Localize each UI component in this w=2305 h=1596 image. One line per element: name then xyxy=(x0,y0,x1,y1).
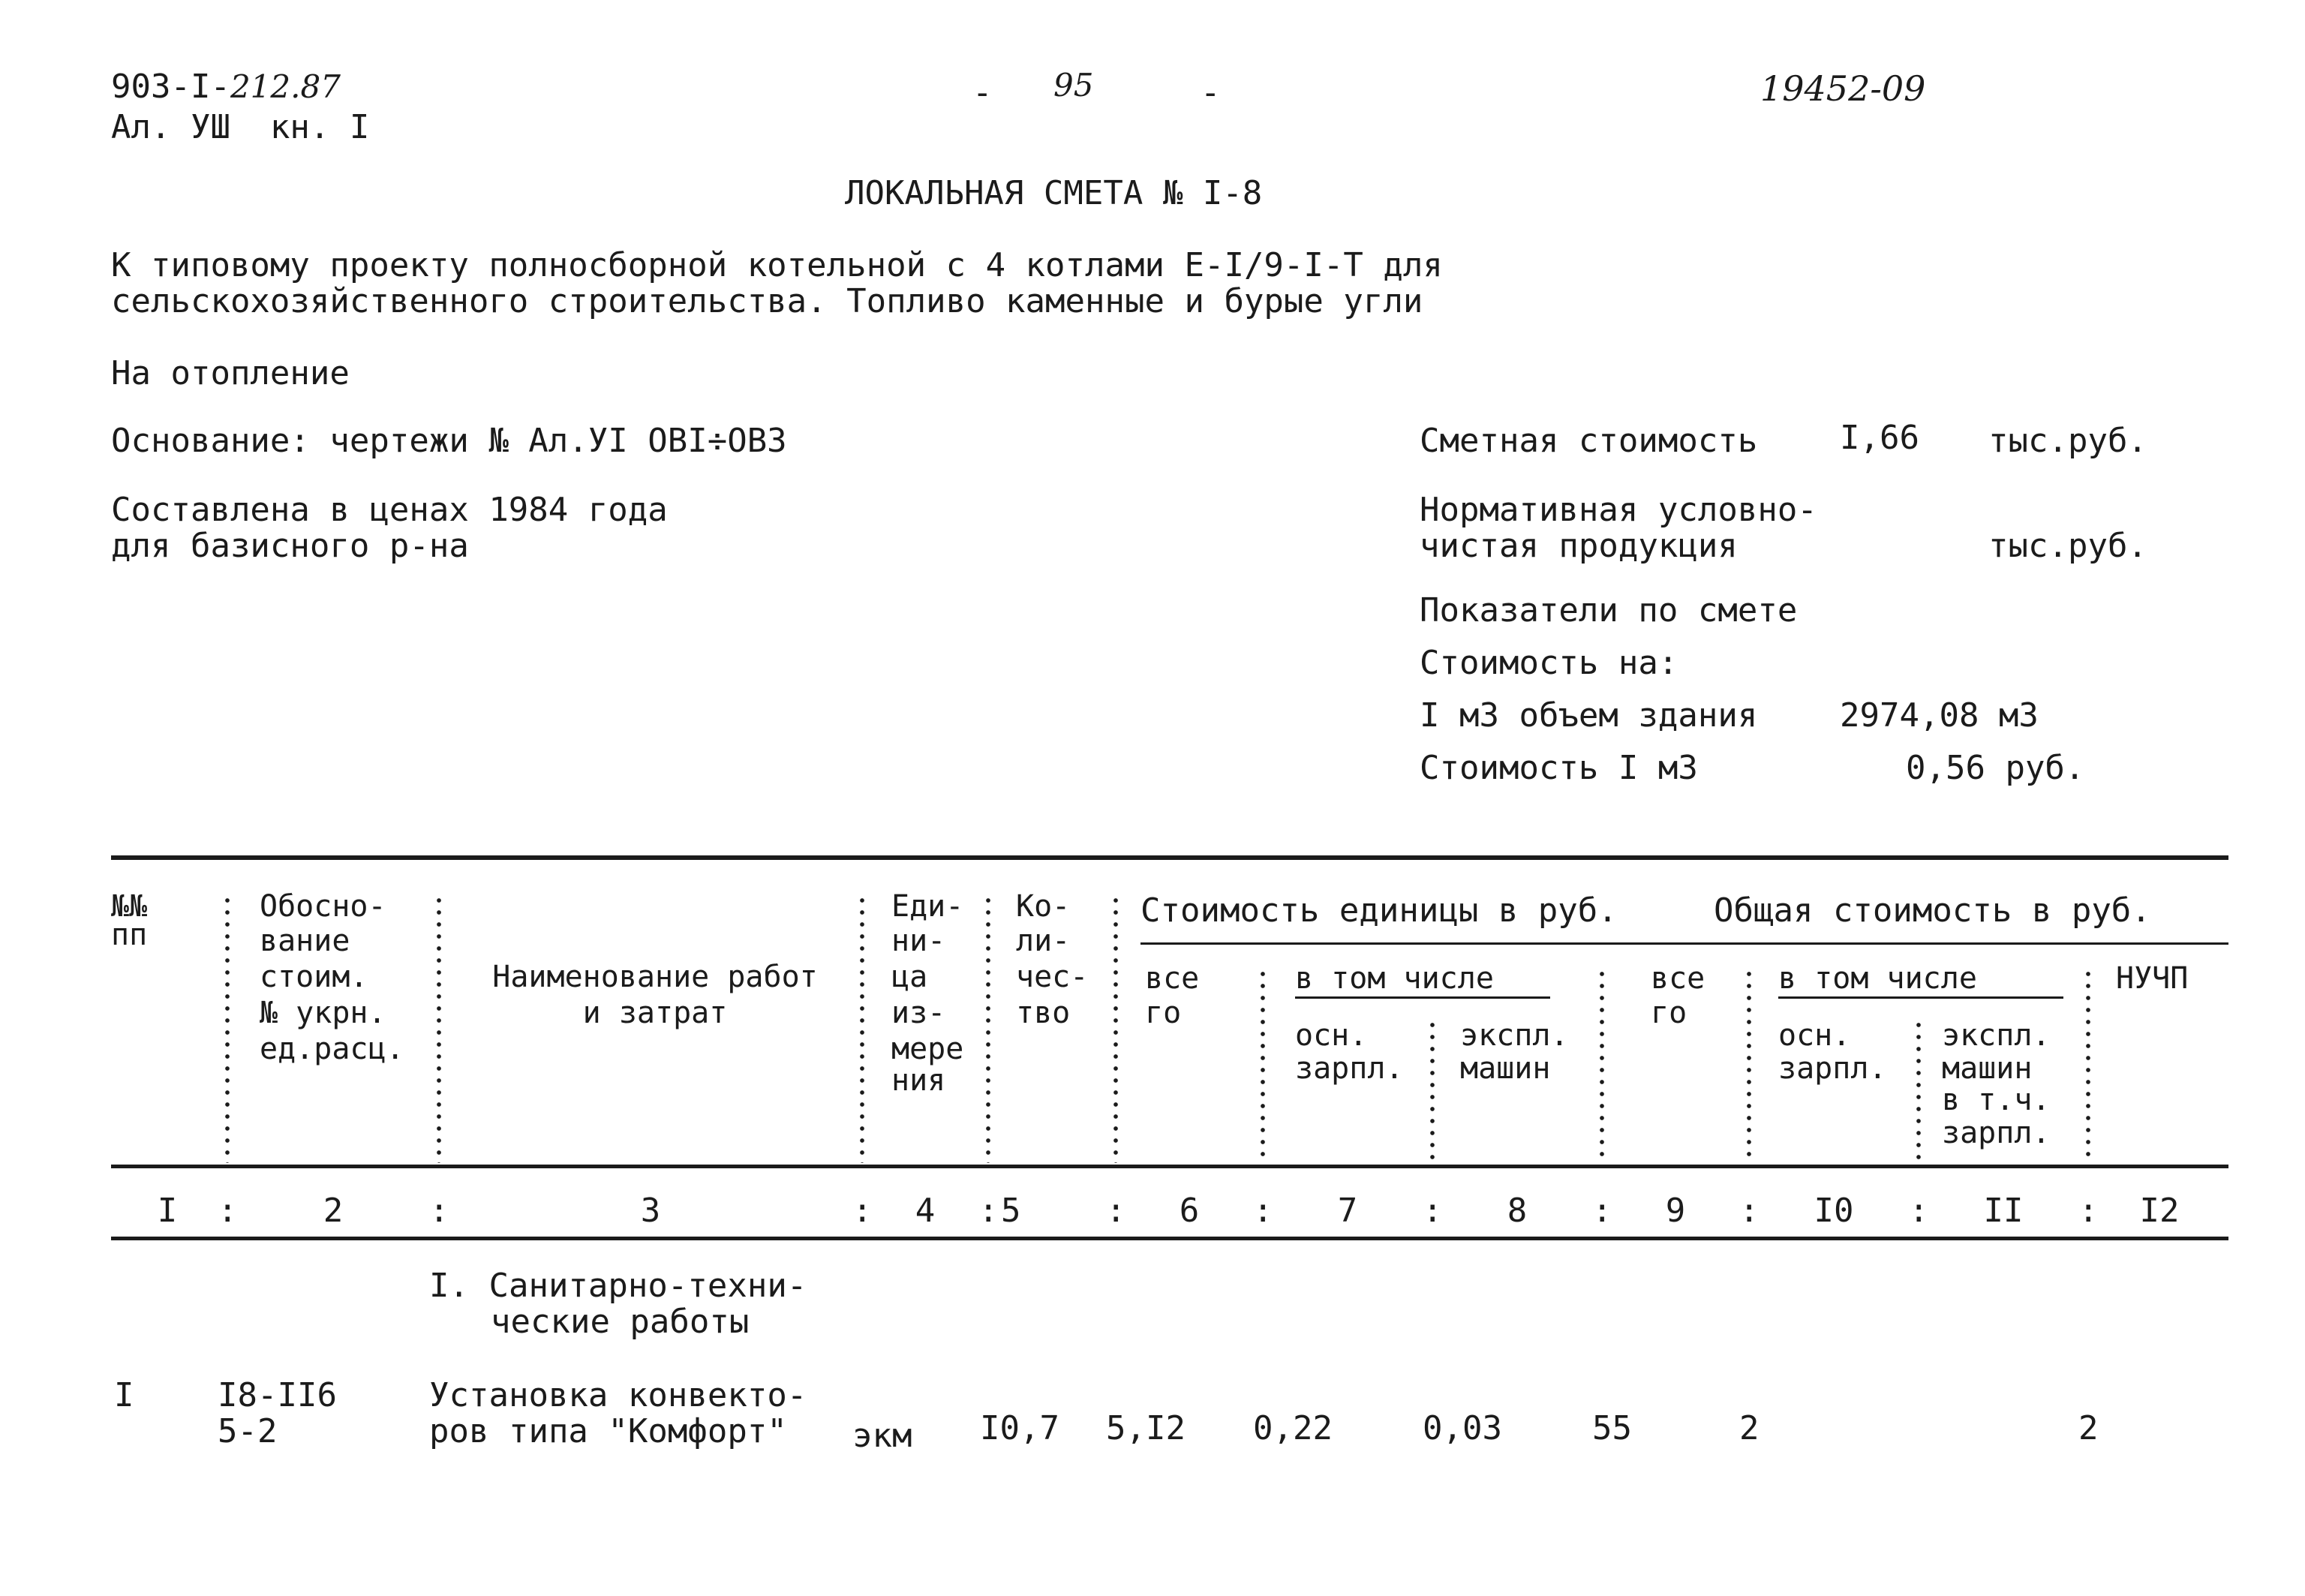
row-total-wages: 2 xyxy=(1739,1409,1760,1447)
unit-cost-group-header: Стоимость единицы в руб. xyxy=(1140,891,1618,930)
row-unit-wages: 0,22 xyxy=(1253,1409,1333,1447)
header-c11-line-4: зарпл. xyxy=(1942,1116,2051,1150)
column-separator xyxy=(1747,968,1751,1163)
header-c11-line-2: машин xyxy=(1942,1051,2033,1086)
column-separator xyxy=(860,894,864,1163)
doc-code-prefix: 903-I- xyxy=(111,68,230,106)
column-number: II xyxy=(1983,1192,2024,1230)
row-name-line-1: Установка конвекто- xyxy=(429,1376,807,1414)
header-c9-line-2: го xyxy=(1651,996,1687,1030)
header-c11-line-1: экспл. xyxy=(1942,1018,2051,1053)
project-description-line-1: К типовому проекту полносборной котельной с 4 котлами Е-I/9-I-Т для xyxy=(111,246,1443,284)
column-number-separator: : xyxy=(1739,1192,1760,1230)
row-name-line-2: ров типа "Комфорт" xyxy=(429,1412,787,1450)
header-c6-line-2: го xyxy=(1145,996,1182,1030)
header-c3-line-1: Наименование работ xyxy=(492,960,818,994)
estimated-cost-value: I,66 xyxy=(1840,419,1919,457)
inventory-number: 19452-09 xyxy=(1760,68,1926,109)
row-number: I xyxy=(114,1376,134,1414)
row-unit-total: 5,I2 xyxy=(1106,1409,1186,1447)
estimated-cost-label: Сметная стоимость xyxy=(1420,422,1758,460)
column-number: 8 xyxy=(1507,1192,1528,1230)
column-number-separator: : xyxy=(978,1192,999,1230)
header-c7-line-2: зарпл. xyxy=(1295,1051,1404,1086)
header-c10-line-2: зарпл. xyxy=(1778,1051,1887,1086)
normative-unit: тыс.руб. xyxy=(1988,527,2147,565)
column-number: I2 xyxy=(2139,1192,2180,1230)
page-dash-right: - xyxy=(1201,74,1221,112)
header-c5-line-2: ли- xyxy=(1016,924,1071,958)
header-c5-line-3: чес- xyxy=(1016,960,1089,994)
column-separator xyxy=(225,894,230,1163)
row-total: 55 xyxy=(1592,1409,1632,1447)
column-number: I0 xyxy=(1814,1192,1854,1230)
subgroup-header-2: в том числе xyxy=(1778,961,1977,996)
prices-line-2: для базисного р-на xyxy=(111,527,469,565)
row-unit: экм xyxy=(852,1417,912,1455)
header-c2-line-5: ед.расц. xyxy=(260,1032,404,1066)
cost-per-m3-value: 0,56 руб. xyxy=(1906,749,2085,787)
header-c1-line-2: пп xyxy=(111,918,148,952)
page-title: ЛОКАЛЬНАЯ СМЕТА № I-8 xyxy=(845,174,1263,212)
header-c2-line-3: стоим. xyxy=(260,960,368,994)
header-c6-line-1: все xyxy=(1145,961,1200,996)
header-c4-line-2: ни- xyxy=(891,924,946,958)
header-c2-line-4: № укрн. xyxy=(260,996,386,1030)
header-c4-line-3: ца xyxy=(891,960,928,994)
total-cost-group-header: Общая стоимость в руб. xyxy=(1714,891,2151,930)
row-basis-line-2: 5-2 xyxy=(218,1412,278,1450)
normative-label-line-2: чистая продукция xyxy=(1420,527,1738,565)
cost-on-label: Стоимость на: xyxy=(1420,644,1678,682)
page-number: 95 xyxy=(1053,67,1094,104)
header-bottom-rule xyxy=(111,1165,2228,1168)
column-number-separator: : xyxy=(218,1192,238,1230)
doc-code xyxy=(111,69,341,105)
header-c8-line-1: экспл. xyxy=(1460,1018,1569,1053)
column-number: 6 xyxy=(1179,1192,1200,1230)
subgroup-header-1: в том числе xyxy=(1295,961,1494,996)
column-number-separator: : xyxy=(1106,1192,1126,1230)
project-description-line-2: сельскохозяйственного строительства. Топливо каменные и бурые угли xyxy=(111,282,1423,320)
column-number-separator: : xyxy=(2078,1192,2099,1230)
column-number: 9 xyxy=(1665,1192,1686,1230)
basis-line: Основание: чертежи № Ал.УI ОВI÷ОВ3 xyxy=(111,422,787,460)
column-separator xyxy=(2086,968,2090,1163)
header-c11-line-3: в т.ч. xyxy=(1942,1083,2051,1117)
section-heading: На отопление xyxy=(111,354,350,392)
column-separator xyxy=(437,894,441,1163)
normative-label-line-1: Нормативная условно- xyxy=(1420,491,1817,529)
column-number: 4 xyxy=(915,1192,936,1230)
column-number-separator: : xyxy=(1253,1192,1273,1230)
cost-per-m3-label: Стоимость I м3 xyxy=(1420,749,1698,787)
row-nuchp: 2 xyxy=(2078,1409,2099,1447)
header-c5-line-4: тво xyxy=(1016,996,1071,1030)
header-c1-line-1: №№ xyxy=(111,889,148,924)
column-separator xyxy=(1430,1019,1435,1163)
header-c8-line-2: машин xyxy=(1460,1051,1551,1086)
subgroup-rule-1 xyxy=(1295,996,1550,999)
indicators-label: Показатели по смете xyxy=(1420,591,1798,630)
column-number: 5 xyxy=(1001,1192,1021,1230)
section-title-line-2: ческие работы xyxy=(491,1303,750,1341)
header-c9-line-1: все xyxy=(1651,961,1705,996)
column-separator xyxy=(1261,968,1265,1163)
column-number-separator: : xyxy=(1423,1192,1443,1230)
volume-value: 2974,08 м3 xyxy=(1840,696,2039,735)
subgroup-rule-2 xyxy=(1778,996,2063,999)
column-number: 3 xyxy=(640,1192,661,1230)
column-number-separator: : xyxy=(1909,1192,1929,1230)
column-separator xyxy=(1916,1019,1921,1163)
header-c4-line-5: мере xyxy=(891,1032,964,1066)
prices-line-1: Составлена в ценах 1984 года xyxy=(111,491,668,529)
column-number: 7 xyxy=(1337,1192,1358,1230)
section-title-line-1: I. Санитарно-техни- xyxy=(429,1267,807,1305)
header-c2-line-2: вание xyxy=(260,924,350,958)
column-number-separator: : xyxy=(1592,1192,1612,1230)
column-separator xyxy=(986,894,990,1163)
album-line: Ал. УШ кн. I xyxy=(111,108,370,146)
column-numbers-rule xyxy=(111,1237,2228,1240)
table-top-rule xyxy=(111,855,2228,860)
header-c3-line-2: и затрат xyxy=(582,996,728,1030)
header-c2-line-1: Обосно- xyxy=(260,889,386,924)
column-number: I xyxy=(157,1192,178,1230)
header-c4-line-4: из- xyxy=(891,996,946,1030)
cost-group-rule xyxy=(1140,942,2228,945)
row-quantity: I0,7 xyxy=(980,1409,1059,1447)
header-c10-line-1: осн. xyxy=(1778,1018,1851,1053)
column-number: 2 xyxy=(323,1192,344,1230)
header-c12: НУЧП xyxy=(2116,961,2189,996)
row-unit-machines: 0,03 xyxy=(1423,1409,1502,1447)
page-dash-left: - xyxy=(972,74,993,112)
column-separator xyxy=(1600,968,1604,1163)
header-c4-line-1: Еди- xyxy=(891,889,964,924)
doc-code-handwritten: 212.87 xyxy=(230,68,341,105)
row-basis-line-1: I8-II6 xyxy=(218,1376,337,1414)
column-number-separator: : xyxy=(852,1192,873,1230)
volume-label: I м3 объем здания xyxy=(1420,696,1758,735)
header-c4-line-6: ния xyxy=(891,1063,946,1098)
header-c5-line-1: Ко- xyxy=(1016,889,1071,924)
column-number-separator: : xyxy=(429,1192,449,1230)
header-c7-line-1: осн. xyxy=(1295,1018,1368,1053)
column-separator xyxy=(1113,894,1118,1163)
estimated-cost-unit: тыс.руб. xyxy=(1988,422,2147,460)
